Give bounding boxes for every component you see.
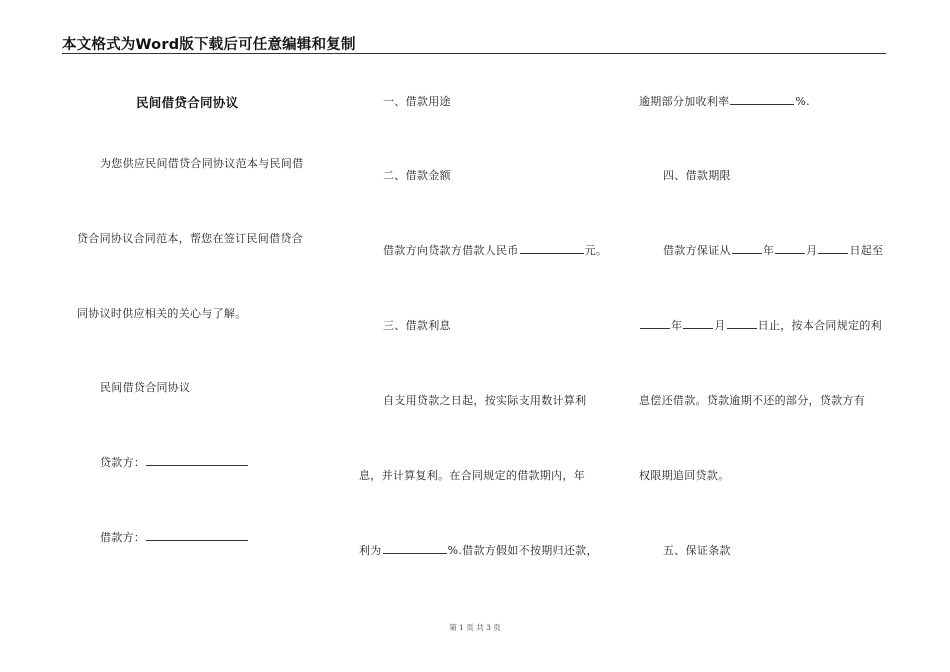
overdue-text: 逾期部分加收利率 [639,95,730,108]
page-footer: 第 1 页 共 3 页 [449,623,501,632]
amount-line [383,242,607,258]
interest-line-1: 自支用贷款之日起，按实际支用数计算利 [383,394,587,407]
term-end-month-blank [683,318,713,329]
borrower-label: 借款方： [100,531,146,544]
day-label: 日起至 [849,244,884,257]
section-1-heading: 一、借款用途 [383,95,451,108]
interest-rate-blank [383,543,447,554]
term-start-label: 借款方保证从 [663,244,731,257]
section-4-heading: 四、借款期限 [663,169,731,182]
intro-line-1: 为您供应民间借贷合同协议范本与民间借 [100,157,304,170]
term-end-day-blank [727,318,757,329]
interest-line-2: 息，并计算复利。在合同规定的借款期内，年 [359,469,585,482]
interest-rate-text: %.借款方假如不按期归还款， [447,544,598,557]
end-month-label: 月 [714,319,726,332]
overdue-blank [730,94,794,105]
term-line-4: 权限期追回贷款。 [639,469,730,482]
overdue-suffix: %. [795,95,810,108]
year-label: 年 [762,244,775,257]
intro-line-3: 同协议时供应相关的关心与了解。 [77,307,247,320]
amount-text: 借款方向贷款方借款人民币 [383,244,519,257]
term-line-3: 息偿还借款。贷款逾期不还的部分，贷款方有 [639,394,865,407]
month-label: 月 [806,244,818,257]
borrower-line [100,529,249,545]
document-header [62,33,886,54]
interest-rate-label: 利为 [359,544,382,557]
lender-blank [146,455,248,466]
amount-suffix: 元。 [584,244,608,257]
section-5-heading: 五、保证条款 [663,544,731,557]
end-day-text: 日止，按本合同规定的利 [757,319,882,332]
term-start-day-blank [818,243,848,254]
borrower-blank [146,530,248,541]
lender-label: 贷款方： [100,456,146,469]
term-end-year-blank [640,318,670,329]
term-start-month-blank [775,243,805,254]
section-3-heading: 三、借款利息 [383,319,451,332]
term-line-2 [639,317,882,333]
amount-blank [520,243,584,254]
section-2-heading: 二、借款金额 [383,169,451,182]
overdue-line [639,93,810,109]
end-year-label: 年 [671,319,683,332]
lender-line [100,454,249,470]
interest-line-3 [359,542,598,558]
term-start-year-blank [732,243,762,254]
header-text: 本文格式为Word版下载后可任意编辑和复制 [62,37,356,53]
term-line-1 [663,242,883,258]
document-title: 民间借贷合同协议 [136,95,239,110]
subtitle: 民间借贷合同协议 [100,381,191,394]
intro-line-2: 贷合同协议合同范本，帮您在签订民间借贷合 [77,232,303,245]
